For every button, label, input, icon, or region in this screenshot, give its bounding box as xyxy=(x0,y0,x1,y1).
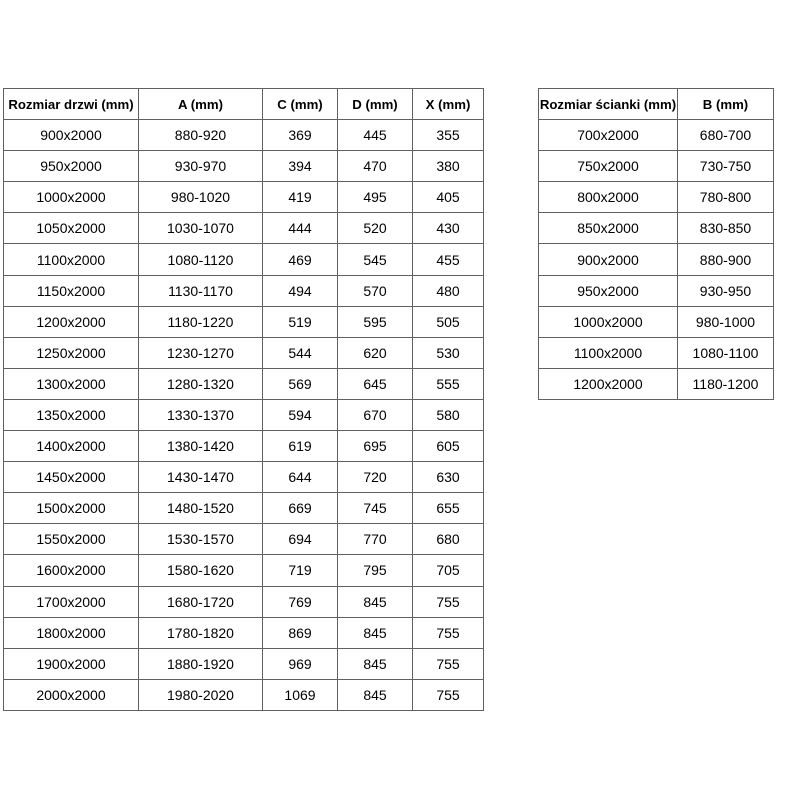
table-cell: 1050x2000 xyxy=(4,213,139,244)
table-cell: 369 xyxy=(263,120,338,151)
table-cell: 569 xyxy=(263,368,338,399)
table-row xyxy=(4,213,484,244)
table-row xyxy=(4,648,484,679)
table-row xyxy=(539,151,774,182)
table-cell: 505 xyxy=(413,306,484,337)
table-cell: 755 xyxy=(413,648,484,679)
table-cell: 1080-1100 xyxy=(678,337,774,368)
table-row xyxy=(539,306,774,337)
table-row xyxy=(4,306,484,337)
wall-size-table xyxy=(538,88,774,400)
table-cell: 1600x2000 xyxy=(4,555,139,586)
table-cell: 1450x2000 xyxy=(4,462,139,493)
table-cell: 355 xyxy=(413,120,484,151)
table-cell: 750x2000 xyxy=(539,151,678,182)
table-cell: 845 xyxy=(338,586,413,617)
table-cell: 1800x2000 xyxy=(4,617,139,648)
table-row xyxy=(539,213,774,244)
table-cell: 605 xyxy=(413,431,484,462)
table-cell: 1580-1620 xyxy=(139,555,263,586)
header-row xyxy=(4,89,484,120)
table-cell: 630 xyxy=(413,462,484,493)
table-cell: 830-850 xyxy=(678,213,774,244)
table-row xyxy=(4,462,484,493)
table-cell: 445 xyxy=(338,120,413,151)
table-cell: 669 xyxy=(263,493,338,524)
table-cell: 980-1000 xyxy=(678,306,774,337)
table-cell: 519 xyxy=(263,306,338,337)
table-cell: 680 xyxy=(413,524,484,555)
table-cell: 720 xyxy=(338,462,413,493)
table-cell: 719 xyxy=(263,555,338,586)
table-cell: 1300x2000 xyxy=(4,368,139,399)
table-cell: 900x2000 xyxy=(539,244,678,275)
table-cell: 1100x2000 xyxy=(4,244,139,275)
table-row xyxy=(4,337,484,368)
table-cell: 770 xyxy=(338,524,413,555)
table-cell: 755 xyxy=(413,617,484,648)
table-cell: 494 xyxy=(263,275,338,306)
table-cell: 980-1020 xyxy=(139,182,263,213)
column-header: A (mm) xyxy=(139,89,263,120)
table-cell: 594 xyxy=(263,399,338,430)
column-header: Rozmiar drzwi (mm) xyxy=(4,89,139,120)
table-cell: 755 xyxy=(413,679,484,710)
table-cell: 1430-1470 xyxy=(139,462,263,493)
table-cell: 1500x2000 xyxy=(4,493,139,524)
table-cell: 1150x2000 xyxy=(4,275,139,306)
table-cell: 380 xyxy=(413,151,484,182)
table-cell: 1080-1120 xyxy=(139,244,263,275)
table-cell: 1130-1170 xyxy=(139,275,263,306)
table-cell: 680-700 xyxy=(678,120,774,151)
column-header: D (mm) xyxy=(338,89,413,120)
table-row xyxy=(539,244,774,275)
table-cell: 1480-1520 xyxy=(139,493,263,524)
table-cell: 795 xyxy=(338,555,413,586)
table-cell: 520 xyxy=(338,213,413,244)
table-row xyxy=(4,244,484,275)
table-cell: 880-900 xyxy=(678,244,774,275)
door-size-table xyxy=(3,88,484,711)
header-row xyxy=(539,89,774,120)
table-cell: 845 xyxy=(338,617,413,648)
table-cell: 419 xyxy=(263,182,338,213)
table-row xyxy=(539,120,774,151)
table-row xyxy=(4,368,484,399)
column-header: X (mm) xyxy=(413,89,484,120)
table-row xyxy=(539,182,774,213)
table-cell: 530 xyxy=(413,337,484,368)
table-cell: 845 xyxy=(338,679,413,710)
table-cell: 645 xyxy=(338,368,413,399)
table-cell: 1100x2000 xyxy=(539,337,678,368)
table-cell: 1030-1070 xyxy=(139,213,263,244)
table-cell: 1180-1220 xyxy=(139,306,263,337)
table-row xyxy=(4,493,484,524)
table-row xyxy=(539,275,774,306)
table-cell: 655 xyxy=(413,493,484,524)
table-cell: 1980-2020 xyxy=(139,679,263,710)
table-row xyxy=(4,524,484,555)
table-cell: 545 xyxy=(338,244,413,275)
table-cell: 755 xyxy=(413,586,484,617)
table-cell: 745 xyxy=(338,493,413,524)
table-cell: 1330-1370 xyxy=(139,399,263,430)
table-cell: 1530-1570 xyxy=(139,524,263,555)
table-row xyxy=(4,617,484,648)
table-cell: 900x2000 xyxy=(4,120,139,151)
table-cell: 2000x2000 xyxy=(4,679,139,710)
table-row xyxy=(4,431,484,462)
table-row xyxy=(4,555,484,586)
table-cell: 670 xyxy=(338,399,413,430)
table-cell: 880-920 xyxy=(139,120,263,151)
table-cell: 570 xyxy=(338,275,413,306)
table-row xyxy=(4,679,484,710)
table-cell: 1200x2000 xyxy=(4,306,139,337)
table-cell: 1350x2000 xyxy=(4,399,139,430)
table-row xyxy=(4,120,484,151)
table-cell: 1900x2000 xyxy=(4,648,139,679)
table-row xyxy=(539,368,774,399)
table-cell: 1280-1320 xyxy=(139,368,263,399)
table-cell: 930-950 xyxy=(678,275,774,306)
table-row xyxy=(4,586,484,617)
table-cell: 455 xyxy=(413,244,484,275)
table-cell: 705 xyxy=(413,555,484,586)
table-cell: 930-970 xyxy=(139,151,263,182)
table-cell: 405 xyxy=(413,182,484,213)
table-cell: 1069 xyxy=(263,679,338,710)
column-header: B (mm) xyxy=(678,89,774,120)
table-cell: 480 xyxy=(413,275,484,306)
table-cell: 950x2000 xyxy=(4,151,139,182)
table-cell: 469 xyxy=(263,244,338,275)
table-cell: 800x2000 xyxy=(539,182,678,213)
table-cell: 619 xyxy=(263,431,338,462)
table-cell: 1680-1720 xyxy=(139,586,263,617)
table-cell: 869 xyxy=(263,617,338,648)
table-row xyxy=(4,182,484,213)
table-cell: 595 xyxy=(338,306,413,337)
table-row xyxy=(4,275,484,306)
table-cell: 470 xyxy=(338,151,413,182)
table-cell: 1000x2000 xyxy=(4,182,139,213)
table-cell: 1880-1920 xyxy=(139,648,263,679)
table-cell: 1780-1820 xyxy=(139,617,263,648)
table-cell: 620 xyxy=(338,337,413,368)
table-cell: 430 xyxy=(413,213,484,244)
table-cell: 580 xyxy=(413,399,484,430)
column-header: Rozmiar ścianki (mm) xyxy=(539,89,678,120)
table-cell: 555 xyxy=(413,368,484,399)
table-cell: 1550x2000 xyxy=(4,524,139,555)
table-cell: 495 xyxy=(338,182,413,213)
table-cell: 1380-1420 xyxy=(139,431,263,462)
table-cell: 850x2000 xyxy=(539,213,678,244)
table-row xyxy=(4,151,484,182)
table-cell: 845 xyxy=(338,648,413,679)
table-row xyxy=(4,399,484,430)
table-cell: 444 xyxy=(263,213,338,244)
table-cell: 695 xyxy=(338,431,413,462)
table-cell: 780-800 xyxy=(678,182,774,213)
table-cell: 1200x2000 xyxy=(539,368,678,399)
table-cell: 1700x2000 xyxy=(4,586,139,617)
table-cell: 394 xyxy=(263,151,338,182)
column-header: C (mm) xyxy=(263,89,338,120)
table-cell: 1180-1200 xyxy=(678,368,774,399)
table-cell: 769 xyxy=(263,586,338,617)
table-cell: 644 xyxy=(263,462,338,493)
table-row xyxy=(539,337,774,368)
table-cell: 1250x2000 xyxy=(4,337,139,368)
table-cell: 730-750 xyxy=(678,151,774,182)
table-cell: 950x2000 xyxy=(539,275,678,306)
table-cell: 1000x2000 xyxy=(539,306,678,337)
table-cell: 694 xyxy=(263,524,338,555)
table-cell: 700x2000 xyxy=(539,120,678,151)
table-cell: 969 xyxy=(263,648,338,679)
table-cell: 1230-1270 xyxy=(139,337,263,368)
table-cell: 544 xyxy=(263,337,338,368)
table-cell: 1400x2000 xyxy=(4,431,139,462)
